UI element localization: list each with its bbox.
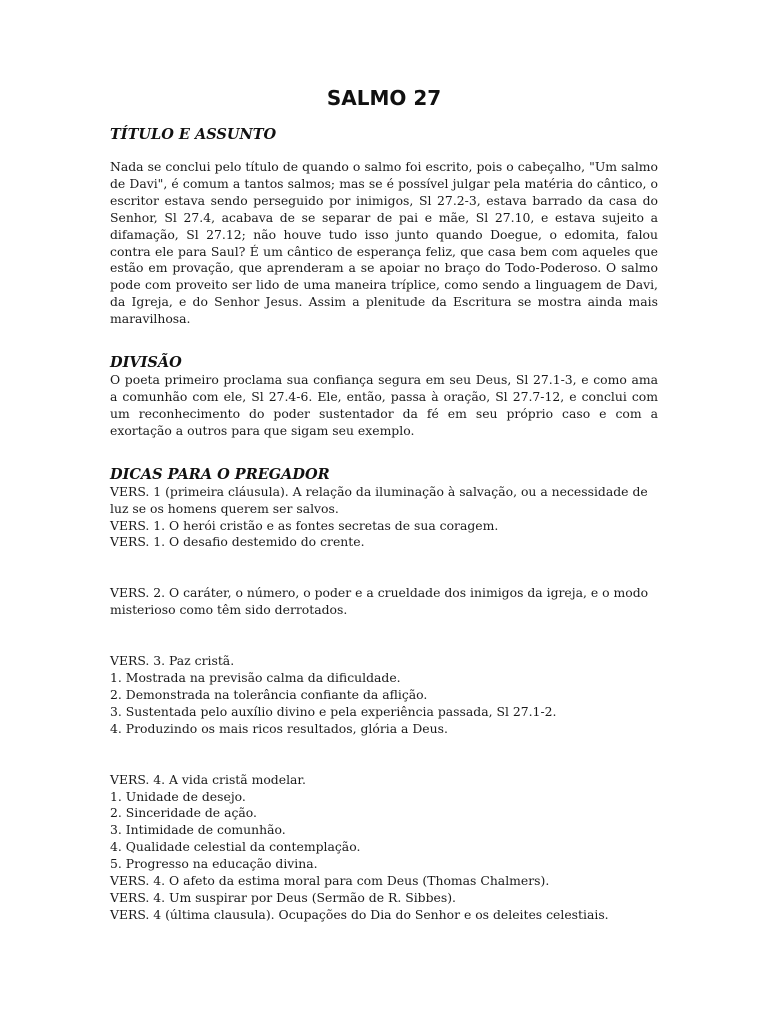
text-line: VERS. 1. O herói cristão e as fontes secretas de sua coragem. <box>110 517 499 533</box>
text-line: VERS. 1 (primeira cláusula). A relação da iluminação à salvação, ou a necessidade de <box>110 483 648 499</box>
section-heading-dicas: DICAS PARA O PREGADOR <box>110 465 330 483</box>
text-line: VERS. 1. O desafio destemido do crente. <box>110 534 365 550</box>
list-item: 2. Sinceridade de ação. <box>110 805 257 821</box>
section-heading-divisao: DIVISÃO <box>110 354 182 372</box>
list-item: 3. Sustentada pelo auxílio divino e pela experiência passada, Sl 27.1-2. <box>110 703 557 719</box>
dicas-block-1 <box>110 484 658 552</box>
list-item: 2. Demonstrada na tolerância confiante da aflição. <box>110 686 428 702</box>
list-item: 5. Progresso na educação divina. <box>110 856 318 872</box>
document-page <box>110 84 658 924</box>
list-item: 3. Intimidade de comunhão. <box>110 822 286 838</box>
paragraph-divisao: O poeta primeiro proclama sua confiança segura em seu Deus, Sl 27.1-3, e como ama a comunhão com ele, Sl 27.4-6. Ele, então, passa à oração, Sl 27.7-12, e conclui com um reconhecimento do poder sustentador da fé em seu próprio caso e com a exortação a outros para que sigam seu exemplo. <box>110 372 658 438</box>
text-line: misterioso como têm sido derrotados. <box>110 602 348 618</box>
text-line: VERS. 4 (última clausula). Ocupações do Dia do Senhor e os deleites celestiais. <box>110 906 609 922</box>
dicas-block-3 <box>110 653 658 738</box>
list-item: 1. Mostrada na previsão calma da dificuldade. <box>110 670 401 686</box>
text-line: VERS. 4. O afeto da estima moral para com Deus (Thomas Chalmers). <box>110 873 550 889</box>
paragraph-titulo: Nada se conclui pelo título de quando o salmo foi escrito, pois o cabeçalho, "Um salmo de Davi", é comum a tantos salmos; mas se é possível julgar pela matéria do cântico, o escritor estava sendo perseguido por inimigos, Sl 27.2-3, estava barrado da casa do Senhor, Sl 27.4, acabava de se separar de pai e mãe, Sl 27.10, e estava sujeito a difamação, Sl 27.12; não houve tudo isso junto quando Doegue, o edomita, falou contra ele para Saul? É um cântico de esperança feliz, que casa bem com aqueles que estão em provação, que aprenderam a se apoiar no braço do Todo-Poderoso. O salmo pode com proveito ser lido de uma maneira tríplice, como sendo a linguagem de Davi, da Igreja, e do Senhor Jesus. Assim a plenitude da Escritura se mostra ainda mais maravilhosa. <box>110 159 658 327</box>
text-line: luz se os homens querem ser salvos. <box>110 500 339 516</box>
text-line: VERS. 3. Paz cristã. <box>110 653 235 669</box>
dicas-block-4 <box>110 772 658 924</box>
text-line: VERS. 4. Um suspirar por Deus (Sermão de R. Sibbes). <box>110 890 456 905</box>
list-item: 4. Qualidade celestial da contemplação. <box>110 839 361 855</box>
section-heading-titulo: TÍTULO E ASSUNTO <box>110 126 277 143</box>
text-line: VERS. 2. O caráter, o número, o poder e a crueldade dos inimigos da igreja, e o modo <box>110 585 649 601</box>
list-item: 1. Unidade de desejo. <box>110 788 246 804</box>
text-line: VERS. 4. A vida cristã modelar. <box>110 771 306 787</box>
list-item: 4. Produzindo os mais ricos resultados, glória a Deus. <box>110 720 448 736</box>
dicas-block-2 <box>110 585 658 619</box>
page-title: SALMO 27 <box>326 86 442 110</box>
